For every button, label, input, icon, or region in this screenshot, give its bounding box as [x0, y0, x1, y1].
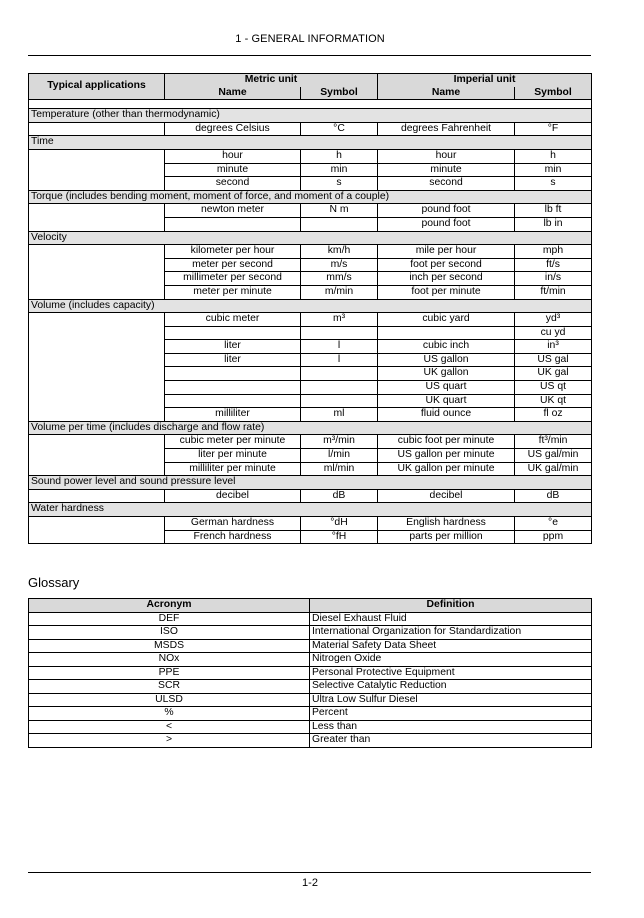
metric-name: kilometer per hour — [165, 245, 301, 259]
metric-symbol: l — [301, 340, 378, 354]
metric-symbol: dB — [301, 489, 378, 503]
units-table-body — [29, 74, 592, 544]
glossary-definition: Selective Catalytic Reduction — [310, 680, 592, 694]
spacer-row — [29, 100, 592, 109]
unit-row — [29, 149, 592, 163]
metric-name: cubic meter — [165, 313, 301, 327]
header-imperial-symbol: Symbol — [515, 87, 592, 100]
imperial-name: US quart — [378, 381, 515, 395]
metric-symbol: l — [301, 353, 378, 367]
imperial-name: foot per second — [378, 258, 515, 272]
imperial-symbol: ppm — [515, 530, 592, 544]
page-header-title: 1 - GENERAL INFORMATION — [235, 33, 385, 45]
page-number: 1-2 — [302, 877, 318, 889]
metric-symbol: km/h — [301, 245, 378, 259]
imperial-symbol: UK gal — [515, 367, 592, 381]
metric-symbol: mm/s — [301, 272, 378, 286]
imperial-symbol: mph — [515, 245, 592, 259]
metric-symbol: m³ — [301, 313, 378, 327]
header-acronym: Acronym — [29, 599, 310, 613]
metric-name: liter — [165, 340, 301, 354]
metric-name: meter per second — [165, 258, 301, 272]
imperial-symbol: lb ft — [515, 204, 592, 218]
typical-application-cell — [29, 313, 165, 422]
metric-symbol: s — [301, 177, 378, 191]
imperial-name: pound foot — [378, 204, 515, 218]
header-definition: Definition — [310, 599, 592, 613]
unit-row — [29, 435, 592, 449]
unit-row — [29, 204, 592, 218]
metric-symbol: °fH — [301, 530, 378, 544]
category-label: Velocity — [29, 231, 592, 245]
units-header-row — [29, 74, 592, 87]
imperial-name: cubic inch — [378, 340, 515, 354]
metric-name: meter per minute — [165, 285, 301, 299]
imperial-name: mile per hour — [378, 245, 515, 259]
typical-application-cell — [29, 489, 165, 503]
glossary-definition: Greater than — [310, 734, 592, 748]
metric-symbol: min — [301, 163, 378, 177]
category-row — [29, 109, 592, 123]
glossary-row — [29, 666, 592, 680]
metric-symbol: ml — [301, 408, 378, 422]
glossary-row — [29, 734, 592, 748]
metric-name: German hardness — [165, 517, 301, 531]
metric-symbol: N m — [301, 204, 378, 218]
glossary-acronym: PPE — [29, 666, 310, 680]
glossary-acronym: DEF — [29, 612, 310, 626]
typical-application-cell — [29, 149, 165, 190]
glossary-definition: Diesel Exhaust Fluid — [310, 612, 592, 626]
header-rule — [28, 55, 591, 56]
glossary-acronym: SCR — [29, 680, 310, 694]
metric-symbol — [301, 367, 378, 381]
category-row — [29, 231, 592, 245]
units-table — [28, 73, 592, 544]
category-label: Volume (includes capacity) — [29, 299, 592, 313]
metric-symbol: h — [301, 149, 378, 163]
unit-row — [29, 517, 592, 531]
glossary-row — [29, 626, 592, 640]
glossary-definition: Personal Protective Equipment — [310, 666, 592, 680]
imperial-symbol: s — [515, 177, 592, 191]
category-label: Volume per time (includes discharge and flow rate) — [29, 421, 592, 435]
metric-symbol — [301, 217, 378, 231]
typical-application-cell — [29, 122, 165, 136]
metric-name: cubic meter per minute — [165, 435, 301, 449]
metric-name — [165, 217, 301, 231]
header-imperial-unit: Imperial unit — [378, 74, 592, 87]
category-row — [29, 421, 592, 435]
imperial-name: UK gallon per minute — [378, 462, 515, 476]
glossary-acronym: > — [29, 734, 310, 748]
imperial-symbol: UK gal/min — [515, 462, 592, 476]
imperial-name: minute — [378, 163, 515, 177]
metric-symbol: °C — [301, 122, 378, 136]
metric-name: liter per minute — [165, 449, 301, 463]
unit-row — [29, 313, 592, 327]
imperial-name: decibel — [378, 489, 515, 503]
metric-symbol: m³/min — [301, 435, 378, 449]
imperial-symbol: dB — [515, 489, 592, 503]
imperial-symbol: °F — [515, 122, 592, 136]
glossary-acronym: % — [29, 707, 310, 721]
imperial-symbol: lb in — [515, 217, 592, 231]
category-label: Torque (includes bending moment, moment of force, and moment of a couple) — [29, 190, 592, 204]
spacer-cell — [29, 100, 592, 109]
imperial-name: foot per minute — [378, 285, 515, 299]
header-imperial-name: Name — [378, 87, 515, 100]
imperial-name: inch per second — [378, 272, 515, 286]
glossary-definition: Material Safety Data Sheet — [310, 639, 592, 653]
glossary-acronym: NOx — [29, 653, 310, 667]
metric-name: newton meter — [165, 204, 301, 218]
glossary-heading: Glossary — [28, 575, 80, 590]
header-metric-symbol: Symbol — [301, 87, 378, 100]
unit-row — [29, 489, 592, 503]
glossary-row — [29, 707, 592, 721]
imperial-name: US gallon — [378, 353, 515, 367]
imperial-name: degrees Fahrenheit — [378, 122, 515, 136]
glossary-acronym: < — [29, 720, 310, 734]
imperial-symbol: in³ — [515, 340, 592, 354]
glossary-table — [28, 598, 592, 748]
glossary-definition: International Organization for Standardization — [310, 626, 592, 640]
metric-name: milliliter — [165, 408, 301, 422]
unit-row — [29, 245, 592, 259]
metric-symbol — [301, 394, 378, 408]
imperial-name — [378, 326, 515, 340]
category-row — [29, 136, 592, 150]
glossary-row — [29, 612, 592, 626]
category-label: Time — [29, 136, 592, 150]
metric-name — [165, 367, 301, 381]
imperial-symbol: US gal/min — [515, 449, 592, 463]
imperial-symbol: yd³ — [515, 313, 592, 327]
header-metric-unit: Metric unit — [165, 74, 378, 87]
category-label: Sound power level and sound pressure level — [29, 476, 592, 490]
metric-symbol: l/min — [301, 449, 378, 463]
glossary-row — [29, 653, 592, 667]
imperial-name: English hardness — [378, 517, 515, 531]
metric-name: minute — [165, 163, 301, 177]
metric-name: French hardness — [165, 530, 301, 544]
metric-name: milliliter per minute — [165, 462, 301, 476]
glossary-table-body — [29, 599, 592, 748]
imperial-symbol: cu yd — [515, 326, 592, 340]
imperial-symbol: US gal — [515, 353, 592, 367]
header-typical-applications: Typical applications — [29, 74, 165, 100]
imperial-name: UK quart — [378, 394, 515, 408]
imperial-name: US gallon per minute — [378, 449, 515, 463]
imperial-name: pound foot — [378, 217, 515, 231]
glossary-acronym: ISO — [29, 626, 310, 640]
metric-name: liter — [165, 353, 301, 367]
category-label: Water hardness — [29, 503, 592, 517]
imperial-name: fluid ounce — [378, 408, 515, 422]
category-row — [29, 299, 592, 313]
metric-symbol — [301, 326, 378, 340]
imperial-name: cubic foot per minute — [378, 435, 515, 449]
category-row — [29, 190, 592, 204]
glossary-definition: Less than — [310, 720, 592, 734]
imperial-symbol: h — [515, 149, 592, 163]
glossary-row — [29, 693, 592, 707]
glossary-definition: Percent — [310, 707, 592, 721]
imperial-symbol: US qt — [515, 381, 592, 395]
glossary-acronym: ULSD — [29, 693, 310, 707]
category-row — [29, 503, 592, 517]
metric-symbol: m/min — [301, 285, 378, 299]
metric-name: second — [165, 177, 301, 191]
metric-name: millimeter per second — [165, 272, 301, 286]
metric-name: hour — [165, 149, 301, 163]
typical-application-cell — [29, 435, 165, 476]
imperial-name: second — [378, 177, 515, 191]
imperial-name: parts per million — [378, 530, 515, 544]
typical-application-cell — [29, 517, 165, 544]
glossary-row — [29, 639, 592, 653]
metric-name — [165, 394, 301, 408]
glossary-definition: Nitrogen Oxide — [310, 653, 592, 667]
typical-application-cell — [29, 204, 165, 231]
imperial-symbol: in/s — [515, 272, 592, 286]
imperial-symbol: fl oz — [515, 408, 592, 422]
glossary-definition: Ultra Low Sulfur Diesel — [310, 693, 592, 707]
category-row — [29, 476, 592, 490]
glossary-row — [29, 680, 592, 694]
metric-symbol: m/s — [301, 258, 378, 272]
imperial-symbol: ft³/min — [515, 435, 592, 449]
imperial-name: hour — [378, 149, 515, 163]
imperial-symbol: °e — [515, 517, 592, 531]
category-label: Temperature (other than thermodynamic) — [29, 109, 592, 123]
glossary-header-row — [29, 599, 592, 613]
header-metric-name: Name — [165, 87, 301, 100]
imperial-symbol: ft/min — [515, 285, 592, 299]
metric-name — [165, 381, 301, 395]
metric-name — [165, 326, 301, 340]
footer-rule — [28, 872, 591, 873]
imperial-symbol: min — [515, 163, 592, 177]
imperial-name: cubic yard — [378, 313, 515, 327]
imperial-symbol: UK qt — [515, 394, 592, 408]
metric-symbol: ml/min — [301, 462, 378, 476]
imperial-symbol: ft/s — [515, 258, 592, 272]
metric-name: degrees Celsius — [165, 122, 301, 136]
metric-symbol — [301, 381, 378, 395]
metric-symbol: °dH — [301, 517, 378, 531]
glossary-acronym: MSDS — [29, 639, 310, 653]
glossary-row — [29, 720, 592, 734]
typical-application-cell — [29, 245, 165, 299]
imperial-name: UK gallon — [378, 367, 515, 381]
unit-row — [29, 122, 592, 136]
metric-name: decibel — [165, 489, 301, 503]
